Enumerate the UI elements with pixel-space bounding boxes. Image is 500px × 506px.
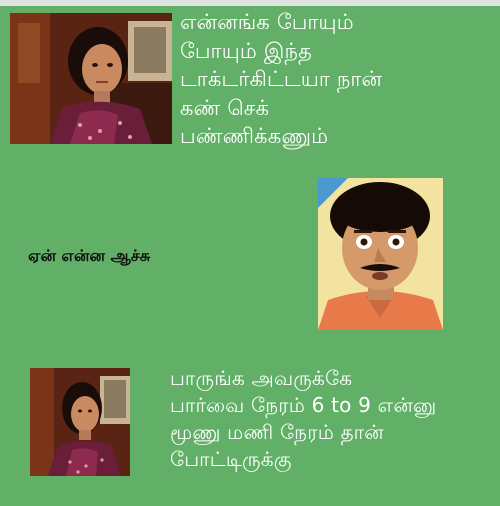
caption-bottom xyxy=(170,365,436,473)
caption-top xyxy=(180,8,382,151)
man-photo xyxy=(318,178,443,330)
caption-top-line: கண் செக் xyxy=(180,95,270,120)
woman-photo-top xyxy=(10,13,172,144)
caption-bottom-line: மூணு மணி நேரம் தான் xyxy=(170,420,384,444)
caption-top-line: போயும் இந்த xyxy=(180,38,313,63)
caption-bottom-line: போட்டிருக்கு xyxy=(170,447,292,471)
caption-top-line: டாக்டர்கிட்டயா நான் xyxy=(180,67,383,92)
caption-bottom-line: பார்வை நேரம் 6 to 9 என்னு xyxy=(170,393,437,417)
caption-middle: ஏன் என்ன ஆச்சு xyxy=(28,246,151,265)
woman-photo-bottom xyxy=(30,368,130,476)
top-border xyxy=(0,0,500,6)
caption-bottom-line: பாருங்க அவருக்கே xyxy=(170,366,353,390)
caption-top-line: என்னங்க போயும் xyxy=(180,10,354,34)
caption-top-line: பண்ணிக்கணும் xyxy=(180,124,329,149)
